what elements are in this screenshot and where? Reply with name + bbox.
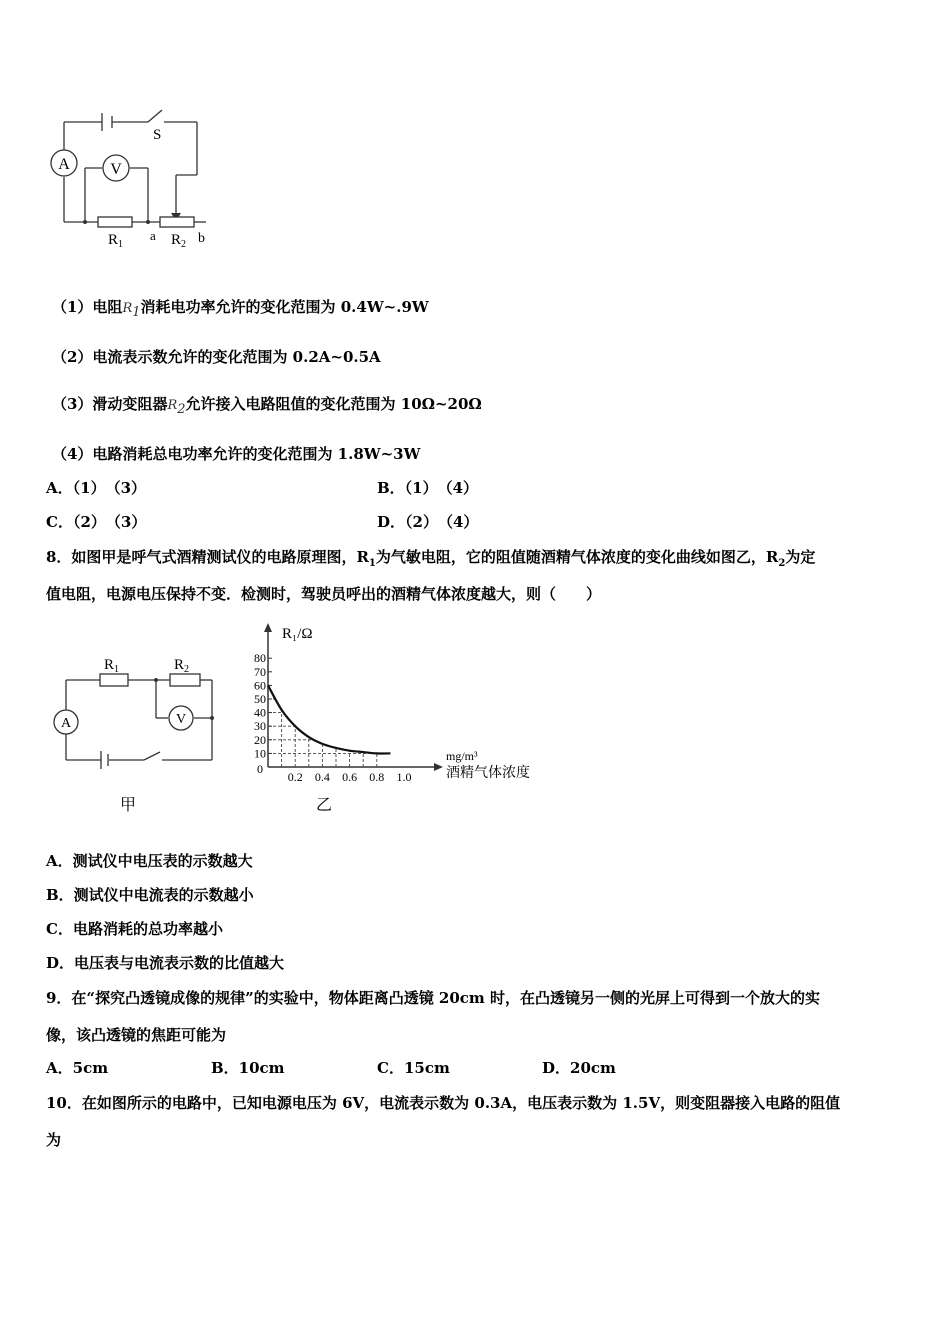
r2-rheostat xyxy=(160,217,194,227)
r2-label: $R_2$ xyxy=(171,232,187,250)
q8-stem-line-1: 8．如图甲是呼气式酒精测试仪的电路原理图，$R_1$为气敏电阻，它的阻值随酒精气体浓度的变化曲线如图乙，$R_2$为定 xyxy=(46,548,816,569)
y-axis-label: R₁/Ω xyxy=(282,626,313,642)
origin-label: 0 xyxy=(257,762,263,776)
q7-statement-3: （3）滑动变阻器R2允许接入电路阻值的变化范围为 10Ω~20Ω xyxy=(52,395,482,417)
q9-stem-line-1: 9．在“探究凸透镜成像的规律”的实验中，物体距离凸透镜 20cm 时，在凸透镜另一侧的光屏上可得到一个放大的实 xyxy=(46,989,821,1007)
y-tick-label: 80 xyxy=(254,651,266,666)
point-a-label: a xyxy=(150,228,156,243)
x-tick-label: 0.6 xyxy=(342,770,358,784)
resistance-concentration-chart xyxy=(248,620,548,790)
jia-r2-resistor xyxy=(170,674,200,686)
x-axis-label: 酒精气体浓度 xyxy=(446,766,530,781)
x-tick-label: 1.0 xyxy=(396,770,412,784)
q9-option-a[interactable]: A．5cm xyxy=(46,1059,109,1077)
r1-resistor xyxy=(98,217,132,227)
x-tick-label: 0.2 xyxy=(287,770,303,784)
q8-option-b[interactable]: B．测试仪中电流表的示数越小 xyxy=(46,886,254,904)
jia-r2-label: $R_2$ xyxy=(174,657,190,675)
q10-stem-line-1: 10．在如图所示的电路中，已知电源电压为 6V，电流表示数为 0.3A，电压表示数为 1.5V，则变阻器接入电路的阻值 xyxy=(46,1094,841,1112)
x-axis-unit: mg/m³ xyxy=(446,749,478,763)
q7-option-d[interactable]: D．（2） （4） xyxy=(377,513,479,531)
q10-stem-line-2: 为 xyxy=(46,1131,62,1149)
figure-label-jia: 甲 xyxy=(120,795,137,814)
y-tick-label: 10 xyxy=(254,746,266,761)
circuit-diagram-jia xyxy=(46,652,226,772)
circuit-diagram-1 xyxy=(40,105,240,255)
x-axis-arrow-icon xyxy=(434,763,443,771)
q8-option-a[interactable]: A．测试仪中电压表的示数越大 xyxy=(46,852,253,870)
jia-r1-resistor xyxy=(100,674,128,686)
q7-statement-2: （2）电流表示数允许的变化范围为 0.2A~0.5A xyxy=(52,348,381,366)
ammeter-label: A xyxy=(58,156,70,173)
series-line-r1 xyxy=(268,685,390,753)
q8-stem-line-2: 值电阻，电源电压保持不变．检测时，驾驶员呼出的酒精气体浓度越大，则（ ） xyxy=(46,585,602,603)
q8-option-d[interactable]: D．电压表与电流表示数的比值越大 xyxy=(46,954,285,972)
x-tick-label: 0.4 xyxy=(314,770,330,784)
q9-stem-line-2: 像，该凸透镜的焦距可能为 xyxy=(46,1026,227,1044)
voltmeter-label: V xyxy=(110,161,122,178)
jia-voltmeter-label: V xyxy=(175,712,187,727)
q8-option-c[interactable]: C．电路消耗的总功率越小 xyxy=(46,920,223,938)
figure-label-yi: 乙 xyxy=(316,795,333,814)
q7-option-a[interactable]: A．（1） （3） xyxy=(46,479,147,497)
switch-label: S xyxy=(153,127,162,143)
chart-grid xyxy=(268,699,377,767)
q9-option-b[interactable]: B．10cm xyxy=(211,1059,285,1077)
r1-label: $R_1$ xyxy=(108,232,124,250)
y-tick-label: 70 xyxy=(254,664,266,679)
y-tick-label: 20 xyxy=(254,732,266,747)
y-tick-label: 50 xyxy=(254,692,266,706)
jia-ammeter-label: A xyxy=(60,716,72,731)
q7-option-c[interactable]: C．（2） （3） xyxy=(46,513,147,531)
q9-option-d[interactable]: D．20cm xyxy=(542,1059,616,1077)
q7-statement-4: （4）电路消耗总电功率允许的变化范围为 1.8W~3W xyxy=(52,445,421,463)
q7-option-b[interactable]: B．（1） （4） xyxy=(377,479,479,497)
x-tick-label: 0.8 xyxy=(369,770,385,784)
jia-r1-label: $R_1$ xyxy=(104,657,120,675)
q7-statement-1: （1）电阻R1消耗电功率允许的变化范围为 0.4W~.9W xyxy=(52,298,429,320)
y-tick-label: 30 xyxy=(254,719,266,734)
y-tick-label: 60 xyxy=(254,678,266,693)
y-tick-label: 40 xyxy=(254,705,266,720)
y-axis-arrow-icon xyxy=(264,623,272,632)
point-b-label: b xyxy=(198,231,205,246)
q9-option-c[interactable]: C．15cm xyxy=(377,1059,450,1077)
